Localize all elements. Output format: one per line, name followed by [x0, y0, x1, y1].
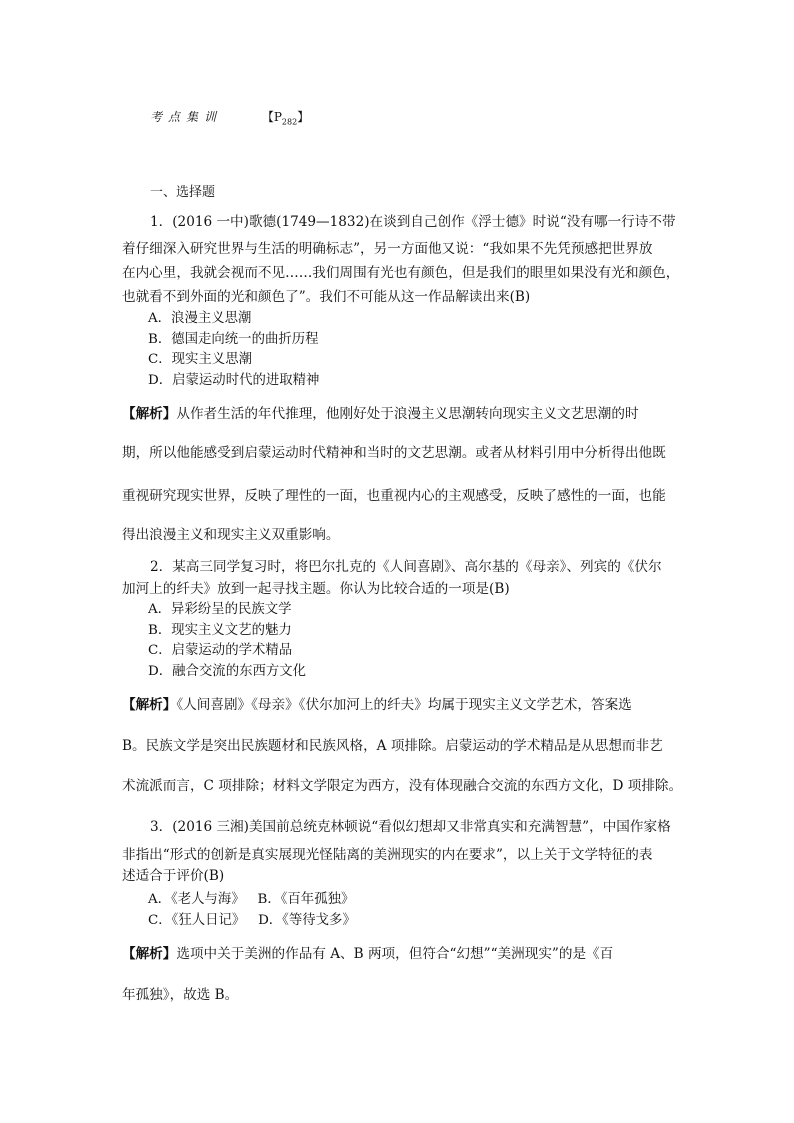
q1-option-d: D．启蒙运动时代的进取精神 — [148, 373, 320, 388]
q2-analysis-line-1: 【解析】《人间喜剧》《母亲》《伏尔加河上的纤夫》均属于现实主义文学艺术，答案选 — [122, 697, 632, 713]
q2-line-2: 加河上的纤夫》放到一起寻找主题。你认为比较合适的一项是(B) — [122, 581, 510, 597]
q1-line-4: 也就看不到外面的光和颜色了”。我们不可能从这一作品解读出来(B) — [122, 289, 531, 305]
q3-line-1: 3．(2016 三湘)美国前总统克林顿说“看似幻想却又非常真实和充满智慧”，中国作家格 — [150, 819, 671, 835]
q1-line-2: 着仔细深入研究世界与生活的明确标志”，另一方面他又说：“我如果不先凭预感把世界放 — [122, 241, 653, 257]
q3-line-3: 述适合于评价(B) — [122, 868, 225, 884]
q2-analysis-line-3: 术流派而言，C 项排除；材料文学限定为西方，没有体现融合交流的东西方文化，D 项排除。 — [122, 778, 683, 794]
q1-analysis-line-4: 得出浪漫主义和现实主义双重影响。 — [122, 527, 340, 543]
q1-option-a: A．浪漫主义思潮 — [148, 311, 252, 326]
q2-line-1: 2．某高三同学复习时，将巴尔扎克的《人间喜剧》、高尔基的《母亲》、列宾的《伏尔 — [150, 559, 662, 575]
q3-option-a: A．《老人与海》 — [148, 892, 245, 907]
page-ref: 【$P_{282}$】 — [261, 110, 310, 127]
section-title: 一、选择题 — [150, 185, 216, 200]
q3-analysis-line-1: 【解析】选项中关于美洲的作品有 A、B 两项，但符合“幻想”“美洲现实”的是《百 — [122, 946, 614, 962]
q3-options-row-1 — [148, 888, 354, 907]
q2-option-a: A．异彩纷呈的民族文学 — [148, 602, 292, 617]
q1-option-b: B．德国走向统一的曲折历程 — [148, 332, 319, 347]
q1-line-1: 1．(2016 一中)歌德(1749—1832)在谈到自己创作《浮士德》时说“没有哪一行诗不带 — [150, 214, 676, 230]
analysis-tag: 【解析】 — [122, 697, 177, 713]
q1-line-3: 在内心里，我就会视而不见……我们周围有光也有颜色，但是我们的眼里如果没有光和颜色， — [122, 265, 680, 281]
q3-option-b: B．《百年孤独》 — [257, 892, 355, 907]
q3-option-c: C．《狂人日记》 — [148, 913, 246, 928]
analysis-tag: 【解析】 — [122, 946, 177, 962]
q3-option-d: D．《等待戈多》 — [258, 913, 356, 928]
q1-option-c: C．现实主义思潮 — [148, 352, 252, 367]
analysis-tag: 【解析】 — [122, 406, 177, 422]
q2-analysis-line-2: B。民族文学是突出民族题材和民族风格，A 项排除。启蒙运动的学术精品是从思想而非艺 — [122, 738, 663, 754]
page-header — [150, 108, 309, 126]
header-title: 考点集训 — [150, 110, 223, 124]
q3-options-row-2 — [148, 909, 356, 928]
q1-analysis-line-2: 期，所以他能感受到启蒙运动时代精神和当时的文艺思潮。或者从材料引用中分析得出他既 — [122, 445, 666, 461]
q3-line-2: 非指出“形式的创新是真实展现光怪陆离的美洲现实的内在要求”，以上关于文学特征的表 — [122, 847, 653, 863]
q1-analysis-line-1: 【解析】从作者生活的年代推理，他刚好处于浪漫主义思潮转向现实主义文艺思潮的时 — [122, 406, 639, 422]
q2-option-d: D．融合交流的东西方文化 — [148, 664, 307, 679]
q3-analysis-line-2: 年孤独》，故选 B。 — [122, 987, 239, 1003]
q2-option-b: B．现实主义文艺的魅力 — [148, 623, 292, 638]
q1-analysis-line-3: 重视研究现实世界，反映了理性的一面，也重视内心的主观感受，反映了感性的一面，也能 — [122, 488, 666, 504]
q2-option-c: C．启蒙运动的学术精品 — [148, 643, 293, 658]
